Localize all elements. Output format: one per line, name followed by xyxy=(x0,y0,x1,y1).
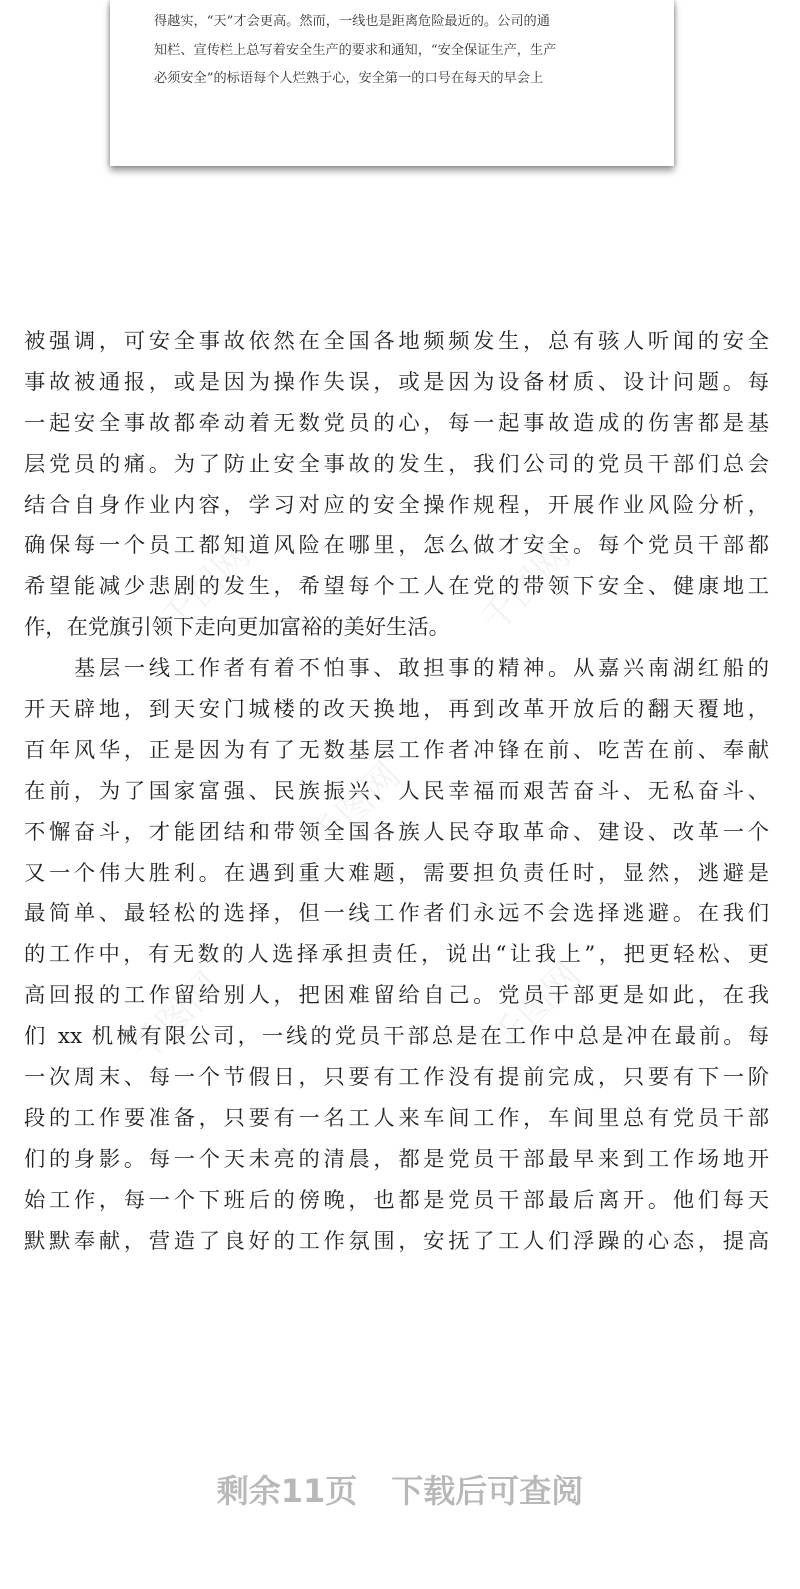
body-line: 百年风华，正是因为有了无数基层工作者冲锋在前、吃苦在前、奉献 xyxy=(24,737,769,763)
download-to-view-label: 下载后可查阅 xyxy=(391,1472,584,1510)
document-body xyxy=(24,322,769,1262)
body-line: 希望能减少悲剧的发生，希望每个工人在党的带领下安全、健康地工 xyxy=(24,574,769,600)
body-line: 一次周末、每一个节假日，只要有工作没有提前完成，只要有下一阶 xyxy=(24,1065,769,1091)
previous-page-preview-card xyxy=(110,0,674,166)
preview-line: 知栏、宣传栏上总写着安全生产的要求和通知，“安全保证生产，生产 xyxy=(154,42,557,58)
body-line: 在前，为了国家富强、民族振兴、人民幸福而艰苦奋斗、无私奋斗、 xyxy=(24,778,769,804)
body-line: 开天辟地，到天安门城楼的改天换地，再到改革开放后的翻天覆地， xyxy=(24,697,769,723)
body-line: 们的身影。每一个天未亮的清晨，都是党员干部最早来到工作场地开 xyxy=(24,1146,769,1172)
body-line: 事故被通报，或是因为操作失误，或是因为设备材质、设计问题。每 xyxy=(24,369,769,395)
body-line: 又一个伟大胜利。在遇到重大难题，需要担负责任时，显然，逃避是 xyxy=(24,860,769,886)
body-line: 始工作，每一个下班后的傍晚，也都是党员干部最后离开。他们每天 xyxy=(24,1187,769,1213)
watermark: 千图网 xyxy=(153,534,259,641)
body-line: 不懈奋斗，才能团结和带领全国各族人民夺取革命、建设、改革一个 xyxy=(24,819,769,845)
body-line: 被强调，可安全事故依然在全国各地频频发生，总有骇人听闻的安全 xyxy=(24,329,769,354)
download-prompt[interactable] xyxy=(0,1466,800,1512)
remaining-pages-label: 剩余11页 xyxy=(216,1472,358,1510)
body-line: 结合自身作业内容，学习对应的安全操作规程，开展作业风险分析， xyxy=(24,492,769,518)
watermark: 千图网 xyxy=(303,754,409,861)
body-line: 基层一线工作者有着不怕事、敢担事的精神。从嘉兴南湖红船的 xyxy=(24,656,769,682)
preview-line: 得越实，“天”才会更高。然而，一线也是距离危险最近的。公司的通 xyxy=(154,14,550,29)
preview-text-block xyxy=(154,8,634,94)
body-line: 的工作中，有无数的人选择承担责任，说出“让我上”，把更轻松、更 xyxy=(24,942,769,968)
body-line: 一起安全事故都牵动着无数党员的心，每一起事故造成的伤害都是基 xyxy=(24,410,769,436)
body-line: 们 xx 机械有限公司，一线的党员干部总是在工作中总是冲在最前。每 xyxy=(24,1024,769,1050)
preview-line: 必须安全”的标语每个人烂熟于心，安全第一的口号在每天的早会上 xyxy=(154,71,544,86)
watermark: 千图网 xyxy=(473,534,579,641)
body-line: 作，在党旗引领下走向更加富裕的美好生活。 xyxy=(24,615,450,641)
body-line: 段的工作要准备，只要有一名工人来车间工作，车间里总有党员干部 xyxy=(24,1105,769,1131)
body-line: 默默奉献，营造了良好的工作氛围，安抚了工人们浮躁的心态，提高 xyxy=(24,1228,769,1254)
body-line: 最简单、最轻松的选择，但一线工作者们永远不会选择逃避。在我们 xyxy=(24,901,769,927)
watermark: 千图网 xyxy=(483,954,589,1061)
watermark: 千图网 xyxy=(123,964,229,1071)
body-line: 高回报的工作留给别人，把困难留给自己。党员干部更是如此，在我 xyxy=(24,983,769,1009)
body-line: 确保每一个员工都知道风险在哪里，怎么做才安全。每个党员干部都 xyxy=(24,533,769,559)
body-line: 层党员的痛。为了防止安全事故的发生，我们公司的党员干部们总会 xyxy=(24,451,769,477)
